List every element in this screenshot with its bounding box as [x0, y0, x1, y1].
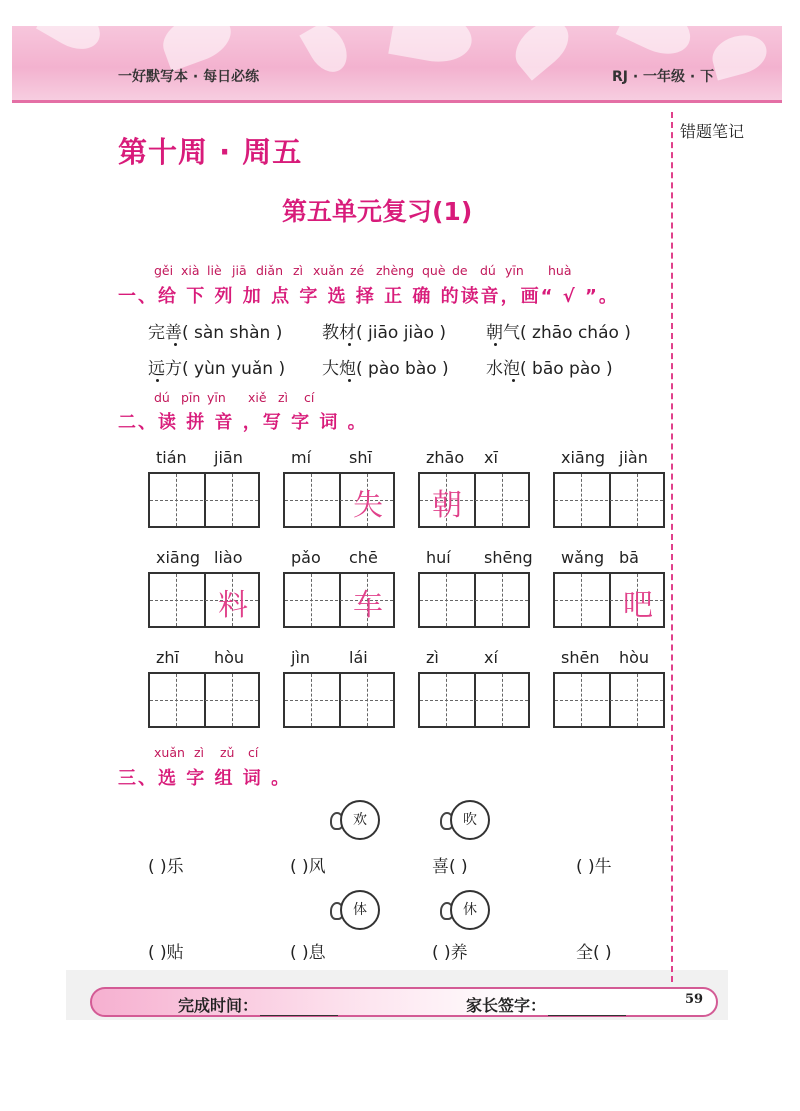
tianzige-grid[interactable]: [283, 472, 395, 528]
q2-title: 二、读 拼 音 ，写 字 词 。: [118, 412, 368, 433]
q1-pinyin-3: jiā: [232, 263, 247, 278]
parent-signature-label: 家长签字：: [466, 996, 547, 1015]
q1-title: 一、给 下 列 加 点 字 选 择 正 确 的读音，画“ √ ”。: [118, 286, 619, 307]
header-banner: [12, 26, 782, 102]
tianzige-grid[interactable]: [418, 672, 530, 728]
grid-pinyin: tián: [156, 448, 187, 467]
q1-pinyin-9: què: [422, 263, 446, 278]
grid-pinyin: lái: [349, 648, 368, 667]
page-number: 59: [685, 992, 704, 1007]
written-char: 车: [353, 588, 383, 623]
q2-pinyin-1: pīn: [181, 390, 201, 405]
q1-option-2[interactable]: 教材( jiāo jiào ): [322, 323, 447, 343]
header-divider: [12, 100, 782, 103]
completion-time-label: 完成时间：: [178, 996, 259, 1015]
q1-pinyin-4: diǎn: [256, 263, 283, 278]
grid-pinyin: hòu: [214, 648, 245, 667]
emphasis-dot: [156, 379, 159, 382]
emphasis-dot: [348, 379, 351, 382]
grid-pinyin: jiàn: [619, 448, 648, 467]
q3-pinyin-2: zǔ: [220, 745, 235, 760]
parent-signature-line[interactable]: [548, 1014, 626, 1016]
q1-pinyin-1: xià: [181, 263, 200, 278]
grid-pinyin: zhī: [156, 648, 179, 667]
q1-pinyin-5: zì: [293, 263, 304, 278]
q1-option-4[interactable]: 远方( yùn yuǎn ): [148, 359, 286, 379]
q1-pinyin-0: gěi: [154, 263, 174, 278]
blank-word-5[interactable]: ( )贴: [148, 943, 184, 963]
q1-pinyin-12: yīn: [505, 263, 524, 278]
q1-option-6[interactable]: 水泡( bāo pào ): [486, 359, 613, 379]
q1-option-5[interactable]: 大炮( pào bào ): [322, 359, 449, 379]
grid-pinyin: mí: [291, 448, 312, 467]
completion-time-line[interactable]: [260, 1014, 338, 1016]
written-char: 吧: [623, 588, 653, 623]
tianzige-grid[interactable]: [553, 472, 665, 528]
q1-pinyin-10: de: [452, 263, 468, 278]
grid-pinyin: zì: [426, 648, 439, 667]
grid-pinyin: jìn: [291, 648, 311, 667]
grid-pinyin: xiāng: [156, 548, 201, 567]
q2-pinyin-2: yīn: [207, 390, 226, 405]
blank-word-3[interactable]: 喜( ): [432, 857, 468, 877]
q1-pinyin-8: zhèng: [376, 263, 415, 278]
q3-title: 三、选 字 组 词 。: [118, 768, 292, 789]
emphasis-dot: [494, 343, 497, 346]
grid-pinyin: zhāo: [426, 448, 465, 467]
q2-pinyin-5: cí: [304, 390, 315, 405]
grid-pinyin: liào: [214, 548, 243, 567]
q2-pinyin-0: dú: [154, 390, 170, 405]
written-char: 料: [218, 588, 248, 623]
choice-circle-huan: 欢: [340, 800, 380, 840]
grid-pinyin: jiān: [214, 448, 243, 467]
grid-pinyin: huí: [426, 548, 451, 567]
choice-circle-xiu: 休: [450, 890, 490, 930]
tianzige-grid[interactable]: [283, 572, 395, 628]
grid-pinyin: xí: [484, 648, 498, 667]
grid-pinyin: wǎng: [561, 548, 605, 567]
q1-pinyin-7: zé: [350, 263, 365, 278]
tianzige-grid[interactable]: [418, 572, 530, 628]
tianzige-grid[interactable]: [418, 472, 530, 528]
q2-pinyin-3: xiě: [248, 390, 267, 405]
completion-time: [178, 993, 338, 1016]
grid-pinyin: bā: [619, 548, 639, 567]
grid-pinyin: xī: [484, 448, 498, 467]
emphasis-dot: [174, 343, 177, 346]
header-left-text: 一好默写本 · 每日必练: [118, 69, 260, 85]
blank-word-6[interactable]: ( )息: [290, 943, 326, 963]
blank-word-7[interactable]: ( )养: [432, 943, 468, 963]
grid-pinyin: chē: [349, 548, 378, 567]
q1-pinyin-13: huà: [548, 263, 572, 278]
written-char: 失: [353, 488, 383, 523]
tianzige-grid[interactable]: [553, 672, 665, 728]
q1-pinyin-2: liè: [207, 263, 222, 278]
grid-pinyin: shēng: [484, 548, 533, 567]
tianzige-grid[interactable]: [148, 672, 260, 728]
emphasis-dot: [512, 379, 515, 382]
grid-pinyin: xiāng: [561, 448, 606, 467]
q1-pinyin-11: dú: [480, 263, 496, 278]
grid-pinyin: shēn: [561, 648, 600, 667]
blank-word-8[interactable]: 全( ): [576, 943, 612, 963]
grid-pinyin: shī: [349, 448, 372, 467]
tianzige-grid[interactable]: [148, 472, 260, 528]
tianzige-grid[interactable]: [148, 572, 260, 628]
q2-pinyin-4: zì: [278, 390, 289, 405]
side-note-label: 错题笔记: [680, 122, 745, 141]
q3-pinyin-0: xuǎn: [154, 745, 185, 760]
written-char: 朝: [432, 488, 462, 523]
grid-pinyin: pǎo: [291, 548, 321, 567]
blank-word-1[interactable]: ( )乐: [148, 857, 184, 877]
q3-pinyin-3: cí: [248, 745, 259, 760]
header-right-text: RJ · 一年级 · 下: [612, 69, 715, 85]
q3-pinyin-1: zì: [194, 745, 205, 760]
week-title: 第十周 · 周五: [118, 135, 303, 169]
blank-word-2[interactable]: ( )风: [290, 857, 326, 877]
parent-signature: [466, 993, 626, 1016]
tianzige-grid[interactable]: [283, 672, 395, 728]
grid-pinyin: hòu: [619, 648, 650, 667]
q1-option-1[interactable]: 完善( sàn shàn ): [148, 323, 283, 343]
choice-circle-ti: 体: [340, 890, 380, 930]
blank-word-4[interactable]: ( )牛: [576, 857, 612, 877]
q1-option-3[interactable]: 朝气( zhāo cháo ): [486, 323, 631, 343]
q1-pinyin-6: xuǎn: [313, 263, 344, 278]
choice-circle-chui: 吹: [450, 800, 490, 840]
unit-title: 第五单元复习(1): [282, 197, 473, 226]
emphasis-dot: [348, 343, 351, 346]
tianzige-grid[interactable]: [553, 572, 665, 628]
side-divider: [671, 112, 673, 982]
